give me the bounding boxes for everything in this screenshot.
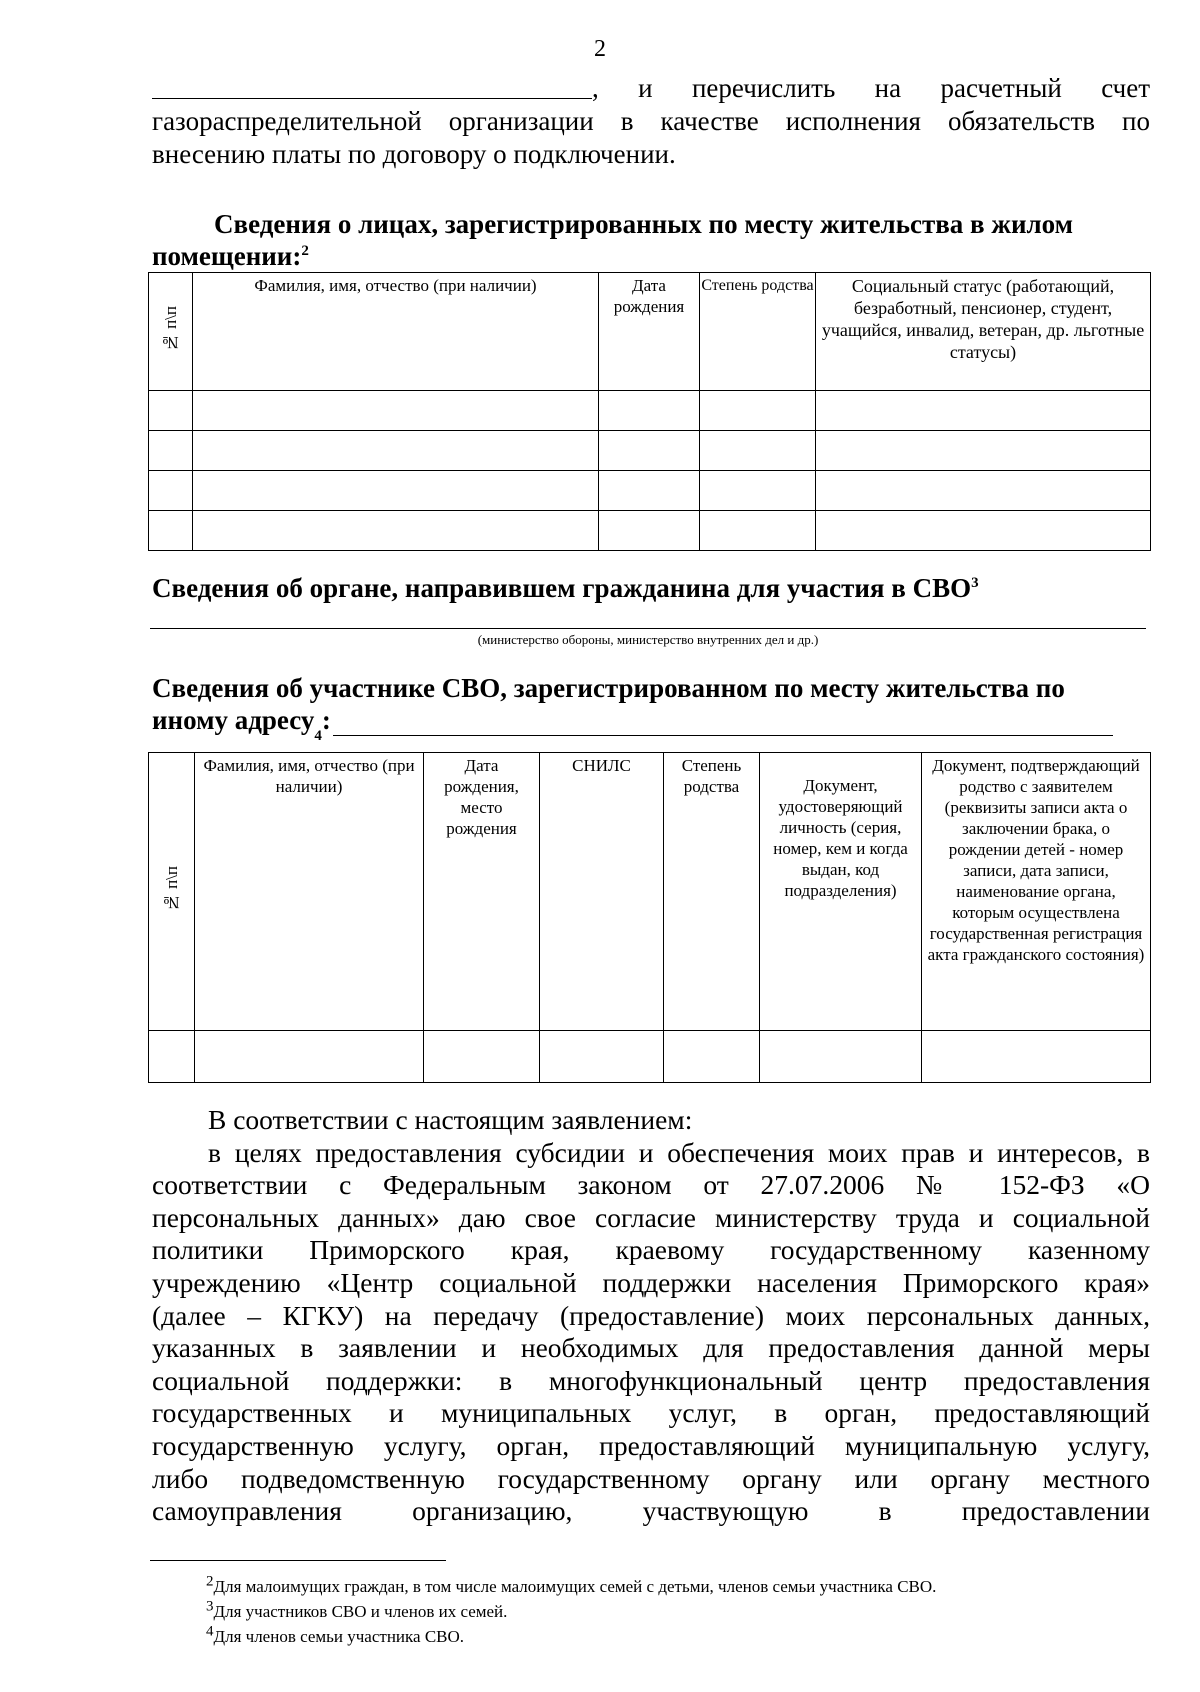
section3-heading-line1: Сведения об участнике СВО, зарегистрированном по месту жительства по xyxy=(152,673,1065,703)
intro-line-1 xyxy=(152,72,1150,105)
footnote-2: $^2$Для малоимущих граждан, в том числе малоимущих семей с детьми, членов семьи участника СВО. xyxy=(206,1573,937,1596)
table-row xyxy=(149,511,1151,551)
col-header-birth: Дата рождения, место рождения xyxy=(424,753,540,1031)
footnote-separator xyxy=(150,1560,446,1561)
consent-line-1: в целях предоставления субсидии и обеспечения моих прав и интересов, в xyxy=(208,1136,1150,1168)
consent-line-6: (далее – КГКУ) на передачу (предоставление) моих персональных данных, xyxy=(152,1299,1150,1331)
svo-participant-table xyxy=(148,752,1151,1083)
section1-heading-line2: помещении:$^2$ xyxy=(152,241,309,271)
consent-line-7: указанных в заявлении и необходимых для предоставления данной меры xyxy=(152,1332,1150,1364)
consent-line-11: либо подведомственную государственному органу или органу местного xyxy=(152,1462,1150,1494)
consent-line-10: государственную услугу, орган, предоставляющий муниципальную услугу, xyxy=(152,1429,1150,1461)
consent-line-9: государственных и муниципальных услуг, в орган, предоставляющий xyxy=(152,1397,1150,1429)
section2-fill-line xyxy=(150,628,1146,629)
section1-heading-line1: Сведения о лицах, зарегистрированных по месту жительства в жилом xyxy=(214,209,1074,239)
intro-line-2: газораспределительной организации в качестве исполнения обязательств по xyxy=(152,106,1150,136)
col-header-id-document: Документ, удостоверяющий личность (серия, номер, кем и когда выдан, код подразделения) xyxy=(760,753,922,1031)
section3-heading xyxy=(152,672,1150,744)
table-row xyxy=(149,431,1151,471)
intro-blank-line xyxy=(152,72,592,99)
footnote-ref-3: 3 xyxy=(971,575,979,591)
col-header-num: № п\п xyxy=(149,753,195,1031)
col-header-name: Фамилия, имя, отчество (при наличии) xyxy=(195,753,424,1031)
footnote-3: $^3$Для участников СВО и членов их семей. xyxy=(206,1598,508,1621)
footnote-4: $^4$Для членов семьи участника СВО. xyxy=(206,1623,465,1646)
table-header-row xyxy=(149,753,1151,1031)
col-header-num: № п\п xyxy=(149,273,193,391)
table-header-row xyxy=(149,273,1151,391)
intro-line-3: внесению платы по договору о подключении. xyxy=(152,139,676,169)
consent-paragraph xyxy=(152,1104,1150,1528)
intro-line-1-text: , и перечислить на расчетный счет xyxy=(592,73,1150,103)
table-row xyxy=(149,1031,1151,1083)
col-header-relation: Степень родства xyxy=(700,273,816,391)
section2-heading: Сведения об органе, направившем гражданина для участия в СВО$^3$ xyxy=(152,573,979,603)
col-header-birth: Дата рождения xyxy=(599,273,700,391)
col-header-name: Фамилия, имя, отчество (при наличии) xyxy=(193,273,599,391)
consent-line-2: соответствии с Федеральным законом от 27.07.2006 № 152-ФЗ «О xyxy=(152,1169,1150,1201)
consent-line-0: В соответствии с настоящим заявлением: xyxy=(208,1104,693,1135)
col-header-relation: Степень родства xyxy=(664,753,760,1031)
col-header-status: Социальный статус (работающий, безработный, пенсионер, студент, учащийся, инвалид, ветеран, др. льготные статусы) xyxy=(816,273,1151,391)
page-number: 2 xyxy=(594,36,606,62)
consent-line-5: учреждению «Центр социальной поддержки населения Приморского края» xyxy=(152,1266,1150,1298)
consent-line-8: социальной поддержки: в многофункциональный центр предоставления xyxy=(152,1364,1150,1396)
table-row xyxy=(149,391,1151,431)
consent-line-4: политики Приморского края, краевому государственному казенному xyxy=(152,1234,1150,1266)
section2-caption: (министерство обороны, министерство внутренних дел и др.) xyxy=(477,632,819,647)
footnotes xyxy=(206,1574,1146,1649)
consent-line-3: персональных данных» даю свое согласие министерству труда и социальной xyxy=(152,1201,1150,1233)
section3-address-line xyxy=(333,709,1113,736)
footnote-ref-2: 2 xyxy=(301,243,309,259)
residents-table xyxy=(148,272,1151,551)
section3-heading-line2: иному адресу 4 : xyxy=(152,704,1150,736)
consent-line-12: самоуправления организацию, участвующую в предоставлении xyxy=(152,1495,1150,1527)
table-row xyxy=(149,471,1151,511)
section1-heading xyxy=(152,208,1150,272)
col-header-snils: СНИЛС xyxy=(540,753,664,1031)
intro-paragraph xyxy=(152,72,1150,171)
col-header-kinship-document: Документ, подтверждающий родство с заявителем (реквизиты записи акта о заключении брака, о рождении детей - номер записи, дата записи, наименование органа, которым осуществлена государственная регистрация акта гражданского состояния) xyxy=(922,753,1151,1031)
